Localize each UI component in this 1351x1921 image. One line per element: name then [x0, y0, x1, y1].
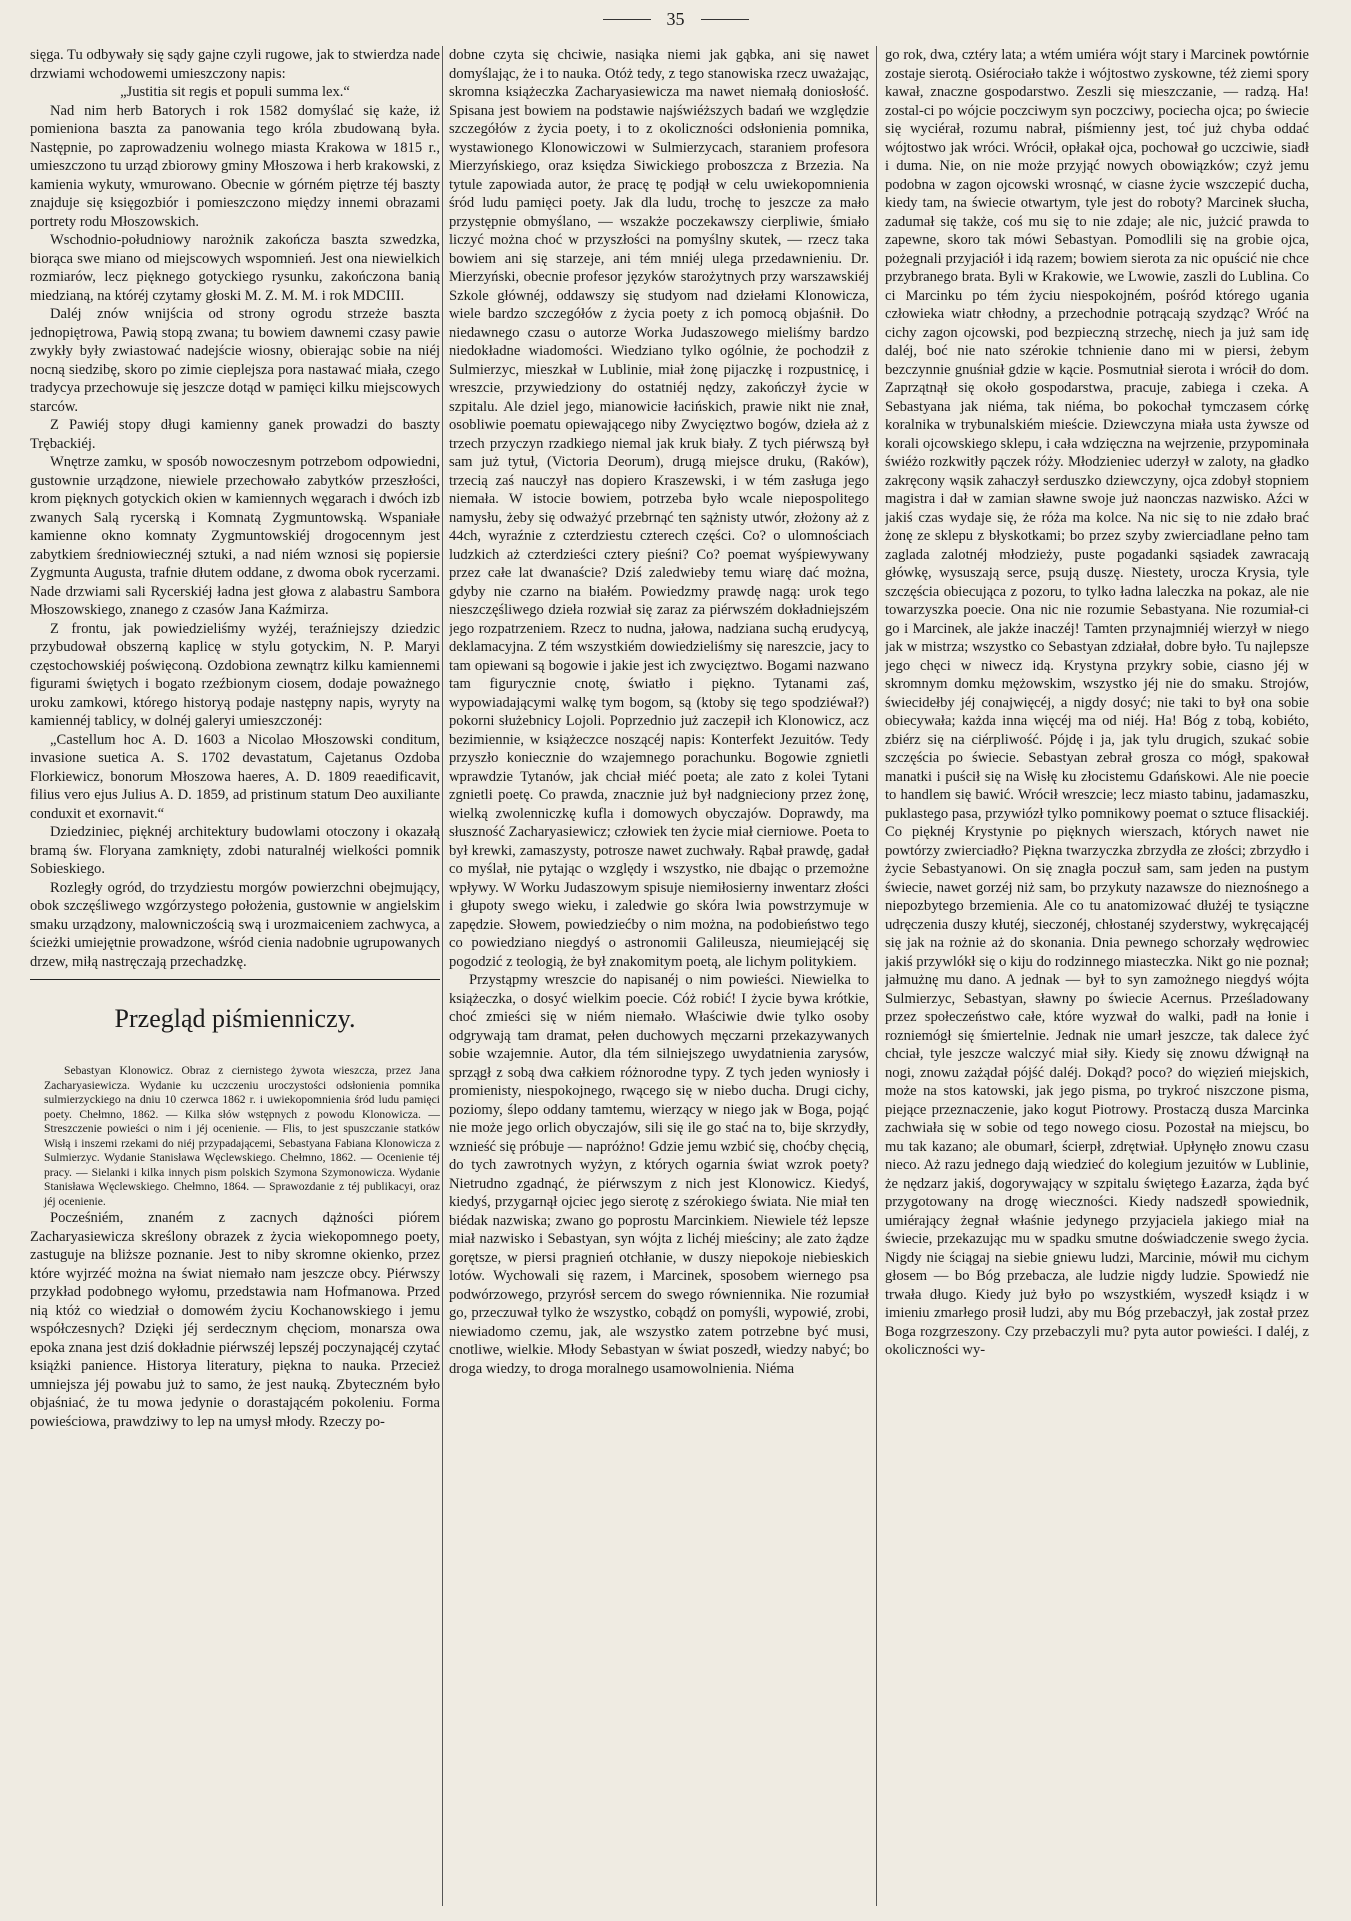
paragraph: Z Pawiéj stopy długi kamienny ganek prowadzi do baszty Trębackiéj. [30, 417, 440, 452]
paragraph: Dziedziniec, pięknéj architektury budowlami otoczony i okazałą bramą św. Floryana zamknięty, zdobi naturalnéj wielkości pomnik Sobieskiego. [30, 824, 440, 877]
column-1 [30, 46, 440, 1906]
latin-inscription: „Castellum hoc A. D. 1603 a Nicolao Młoszowski conditum, invasione suetica A. S. 1702 devastatum, Cajetanus Ozdoba Florkiewicz, bonorum Młoszowa haeres, A. D. 1809 reaedificavit, filius vero ejus Julius A. D. 1859, ad pristinum statum Deo auxiliante conduxit et exornavit.“ [30, 731, 440, 822]
paragraph: Przystąpmy wreszcie do napisanéj o nim powieści. Niewielka to książeczka, o dosyć wielkim poecie. Cóż robić! I życie bywa krótkie, choć zmieści się w niém niemało. Właściwie dwie tylko osoby odgrywają tam dramat, pełen duchowych męczarni przekazywanych sobie wzajemnie. Autor, dla tém silniejszego uwydatnienia zarysów, sprzągł z sobą dwa całkiem różnorodne typy. Z tych jeden wyniosły i promienisty, niespokojnego, rwącego się w niebo ducha. Drugi cichy, poziomy, ślepo oddany tamtemu, wierzący w niego jak w Boga, pojąć nie może jego orlich obyczajów, sili się ile go stać na to, bije skrzydły, wznieść się próbuje — napróżno! Gdzie jemu wzbić się, choćby chęcią, do tych zawrotnych wyżyn, z których ogarnia świat wzrok poety? Nietrudno zgadnąć, że piérwszym z nich jest Klonowicz. Kiedyś, kiedyś, przygarnął ojciec jego sierotę z szérokiego świata. Nie miał ten biédak nazwiska; zwano go poprostu Marcinkiem. Niewiele téż lepsze miał nazwisko i Sebastyan, syn wójta z lichéj mieściny; ale zato żądze gorętsze, w piersi pragnień otchłanie, w duszy niepokoje niebieskich lotów. Wychowali się razem, i Marcinek, sposobem wiernego psa podwórzowego, przyrósł sercem do swego równiennika. Nie rozumiał go, przeczuwał tylko że wszystko, cobądź on pomyśli, wypowié, zrobi, niewiadomo czemu, jak, ale wszystko zatem potrzebne być musi, cnotliwe, wielkie. Młody Sebastyan w świat poszedł, wiedzy nabyć; bo droga wiedzy, to droga moralnego usamowolnienia. Niéma [449, 972, 869, 1377]
paragraph: Nad nim herb Batorych i rok 1582 domyślać się każe, iż pomieniona baszta za panowania tego króla zbudowaną była. Następnie, po zaprowadzeniu wolnego miasta Krakowa w 1815 r., umieszczono tu urząd zbiorowy gminy Młoszowa i herb krakowski, z kamienia wykuty, wmurowano. Obecnie w górném piętrze téj baszty znajduje się księgozbiór i pomieszczono między innemi obrazami portrety rodu Młoszowskich. [30, 102, 440, 230]
paragraph: Daléj znów wnijścia od strony ogrodu strzeże baszta jednopiętrowa, Pawią stopą zwana; tu bowiem dawnemi czasy pawie zwykły były zwiastować nadejście wiosny, obierając sobie na niéj nocną siedzibę, skoro po zimie cieplejsza pora nastawać miała, czego tradycya przechowuje się jeszcze dotąd w pamięci kilku miejscowych starców. [30, 306, 440, 415]
page-number: 35 [666, 8, 685, 29]
section-title: Przegląd piśmienniczy. [114, 1004, 356, 1033]
paragraph: Wschodnio-południowy narożnik zakończa baszta szwedzka, biorąca swe miano od miejscowych wspomnień. Jest ona niewielkich rozmiarów, lecz pięknego gotyckiego rysunku, zakończona banią miedzianą, na któréj czytamy głoski M. Z. M. M. i rok MDCIII. [30, 232, 440, 304]
paragraph: go rok, dwa, cztéry lata; a wtém umiéra wójt stary i Marcinek powtórnie zostaje sierotą. Osiérociało także i wójtostwo zyskowne, téż ziemi spory kawał, znaczne gospodarstwo. Zeszli się mieszczanie, — radzą. Ha! zostal-ci po wójcie poczciwym syn poczciwy, pociecha ojca; po świecie się wyciérał, rozumu nabrał, piśmienny jest, toć już chyba oddać wójtostwo jak wróci. Wrócił, opłakał ojca, pochował go uczciwie, siadł i duma. Nie, on nie może przyjąć nowych obowiązków; czyż jemu podobna w zagon ojcowski wrosnąć, w ciasne życie wszczepić ducha, kiedy tam, na świecie otwartym, tyle jest do roboty? Marcinek słucha, zadumał się także, coś mu się to nie zdaje; ale nic, jużcić prawda to zapewne, skoro tak mówi Sebastyan. Pomodlili się na grobie ojca, pożegnali przyjaciół i idą razem; bowiem sierota za nic opuścić nie chce przybranego brata. Byli w Krakowie, we Lwowie, zaszli do Lublina. Co ci Marcinku po tém życiu niespokojném, pośród którego ugania człowieka wiatr chłodny, a przechodnie potrącają szydząc? Wróć na cichy zagon ojcowski, pod bezpieczną strzechę, niech ja już sam idę daléj, boć nie nato szérokie tchnienie dano mi w piersi, żebym bezczynnie gnuśniał gdzie w kącie. Posmutniał sierota i wrócił do dom. Zaprzątnął się około gospodarstwa, pracuje, zabiega i czeka. A Sebastyana jak niéma, tak niéma, bo pokochał tymczasem córkę koralnika w trybunalskiém mieście. Dziewczyna miała usta żywsze od korali ojcowskiego sklepu, i cała wdzięczna na wejrzenie, przypominała świéżo rozkwitły pączek róży. Młodzieniec uderzył w zaloty, na gładko zakręcony wąsik zahaczył serduszko dziewczyny, ojca zdobył stopniem magistra i dał w zamian sławne swoje już naonczas nazwisko. Aźci w jakiś czas wydaje się, że róża ma kolce. Na nic się to nie zdało brać żonę ze sklepu z błyskotkami; bo przez szyby zwierciadlane pełno tam zaglada zalotnéj młodzieży, puste pogadanki sąsiadek zawracają główkę, wysuszają serce, psują duszę. Niestety, urocza Krysia, tyle szczęścia obiecująca z pozoru, to tylko ładna laleczka na pokaz, ale nie towarzyszka poecie. Ona nic nie rozumie Sebastyana. Nie rozumiał-ci go i Marcinek, ale jakże inaczéj! Tamten przynajmniéj wierzył w niego jak w mistrza; wszystko co Sebastyan zdziałał, dobre było. Tu najlepsze jego chęci w niwecz idą. Krystyna przykry sobie, ciasno jéj w skromnym domku mężowskim, wszystko jéj nie do smaku. Strojów, świecidełby jéj conajwięcéj, a nigdy dosyć; nie taki to był ona sobie obiecywała; każda inna więcéj ma od niéj. Ha! Bóg z tobą, kobiéto, zbiérz się na ciérpliwość. Pójdę i ja, jak tylu drugich, szukać sobie szczęścia po świecie. Sebastyan zebrał grosza co mógł, spakował manatki i puścił się na Wisłę ku złocistemu Gdańskowi. Ale nie poecie to handlem się bawić. Wrócił wreszcie; lecz miasto tabinu, jadamaszku, puklastego pasa, przywiózł tylko pomnikowy poemat o sztuce flisackiéj. Co pięknéj Krystynie po pięknych wierszach, których nawet nie powtórzy zwierciadło? Piękna twarzyczka zbrzydła ze złości; zbrzydło i życie Sebastyanowi. On się znagła poczuł sam, sam jeden na pustym świecie, nawet gorzéj niż sam, bo przykuty nazawsze do nieznośnego a niepozbytego brzemienia. Ale co tu anatomizować dłużéj te tysiączne udręczenia duszy kłutéj, sieczonéj, chłostanéj szyderstwy, wykręcającéj się jak na rożnie aż do skonania. Dnia pewnego schorzały wędrowiec jakiś przywlókł się o kiju do rodzinnego miasteczka. Nikt go nie poznał; jałmużnę mu dano. A jednak — był to syn zamożnego niegdyś wójta Sulmierzyc, Sebastyan, sławny po świecie Acernus. Prześladowany przez społeczeństwo całe, które wyzwał do walki, padł na łonie i rozniemógł się śmiertelnie. Jednak nie umarł jeszcze, tak dalece żyć chciał, tyle jeszcze walczyć miał siły. Kiedy się znowu dźwignął na nogi, znowu zażądał pójść daléj. Dokąd? poco? do więzień miejskich, może na stos katowski, jak jego pisma, po trykroć niszczone pisma, piejące przeznaczenie, jako kogut Piotrowy. Prostaczą dusza Marcinka zachwiała się w sobie od tego nowego ciosu. Pozostał na miejscu, bo mu tak kazano; ale obumarł, ścierpł, zdrętwiał. Upłynęło znowu czasu nieco. Aż razu jednego dają wiedzieć do kolegium jezuitów w Lublinie, że nędzarz jakiś, dogorywający w szpitalu świętego Łazarza, żąda być przygotowany na drogę wieczności. Kiedy nadszedł spowiednik, umiérający żegnał właśnie jedynego przyjaciela jakiego miał na świecie, przekazując mu w spadku smutne doświadczenie swego życia. Nigdy nie ściągaj na siebie gniewu ludzi, Marcinie, mówił mu cichym głosem — bo Bóg przebacza, ale ludzie nigdy ludzie. Spowiedź nie trwała długo. Kiedy już było po wszystkiém, wyszedł ksiądz i w imieniu zmarłego prosił ludzi, aby mu Bóg przebaczył, jak został przez Boga rozgrzeszony. Czy przebaczyli mu? pyta autor powieści. I daléj, z okoliczności wy- [885, 47, 1309, 1358]
column-divider [876, 46, 877, 1906]
column-2 [449, 46, 869, 1906]
paragraph: sięga. Tu odbywały się sądy gajne czyli rugowe, jak to stwierdza nade drzwiami wchodowemi umieszczony napis: [30, 47, 440, 82]
paragraph: Z frontu, jak powiedzieliśmy wyżéj, teraźniejszy dziedzic przybudował obszerną kaplicę w stylu gotyckim, N. P. Maryi częstochowskiéj poświęconą. Ozdobiona zewnątrz kilku kamiennemi figurami świętych i bogato rzeźbionym ciosem, dodaje poważnego uroku zamkowi, którego historyą podaje następny napis, wyryty na kamiennéj tablicy, w dolnéj galeryi umieszczonéj: [30, 620, 440, 729]
header-rule-right [701, 19, 749, 20]
quote-inscription: „Justitia sit regis et populi summa lex.“ [120, 84, 350, 100]
review-paragraph: Pocześniém, znaném z zacnych dążności piórem Zacharyasiewicza skreślony obrazek z życia wiekopomnego poety, zastuguje na bliższe poznanie. Jest to niby skromne okienko, przez które wyjrzéć można na świat niemało nam jeszcze obcy. Piérwszy przykład podobnego wyłomu, przedstawia nam Hofmanowa. Przed nią któż co wiedział o domowém życiu Kochanowskiego i jemu współczesnych? Dzięki jéj serdecznym chęciom, monarsza owa epoka znana jest dziś dokładnie piérwszéj lepszéj poczynającéj czytać książki panience. Historya literatury, piękna to nauka. Przecież umniejsza jéj powabu już to samo, że jest nauką. Zbyteczném było objaśniać, że tu mowa jedynie o dorastającém pokoleniu. Forma powieściowa, prawdziwy to lep na umysł młody. Rzeczy po- [30, 1210, 440, 1430]
bibliography-entry: Sebastyan Klonowicz. Obraz z ciernistego żywota wieszcza, przez Jana Zacharyasiewicza. Wydanie ku uczczeniu uroczystości odsłonienia pomnika sulmierzyckiego na dniu 10 czerwca 1862 r. i uwiekopomnienia śród ludu pamięci poety. Chełmno, 1862. — Kilka słów wstępnych z powodu Klonowicza. — Streszczenie powieści o nim i jéj ocenienie. — Flis, to jest spuszczanie statków Wisłą i inszemi rzekami do niéj przypadającemi, Sebastyana Fabiana Klonowicza z Sulmierzyc. Wydanie Stanisława Węclewskiego. Chełmno, 1862. — Ocenienie téj pracy. — Sielanki i kilka innych pism polskich Szymona Szymonowicza. Wydanie Stanisława Węclewskiego. Chełmno, 1864. — Sprawozdanie z téj publikacyi, oraz jéj ocenienie. [44, 1064, 440, 1208]
column-3 [885, 46, 1309, 1906]
page-header [0, 4, 1351, 34]
section-divider [30, 979, 440, 980]
header-rule-left [603, 19, 651, 20]
paragraph: Wnętrze zamku, w sposób nowoczesnym potrzebom odpowiedni, gustownie urządzone, niewiele przechowało zabytków przeszłości, krom pięknych gotyckich okien w kamiennych węgarach i dwóch izb zwanych Salą rycerską i Komnatą Zygmuntowską. Wspaniałe kamienne okno komnaty Zygmuntowskiéj drogocennym jest zabytkiem średniowiecznéj sztuki, a nad niém wznosi się popiersie Zygmunta Augusta, trafnie dłutem oddane, z dwoma obok rycerzami. Nade drzwiami sali Rycerskiéj ładna jest głowa z alabastru Sambora Młoszowskiego, znanego z czasów Jana Kaźmirza. [30, 454, 440, 618]
paragraph: dobne czyta się chciwie, nasiąka niemi jak gąbka, ani się nawet domyślając, że i to nauka. Otóż tedy, z tego stanowiska rzecz uważając, skromna książeczka Zacharyasiewicza ma nawet niemałą doniosłość. Spisana jest bowiem na podstawie najświéższych badań we względzie szczegółów z życia poety, i to z okoliczności odsłonienia pomnika, wystawionego Klonowiczowi w Sulmierzycach, staraniem profesora Mierzyńskiego, oraz księdza Siwickiego proboszcza z Brzezia. Na tytule zapowiada autor, że pracę tę podjął w celu uwiekopomnienia śród ludu pamięci poety. Jak dla ludu, trochę to jeszcze za mało przystępnie obmyślano, — wszakże poczekawszy cierpliwie, śmiało liczyć można choć w przyszłości na pomyślny skutek, — rzecz taka bowiem ani się starzeje, ani tém mniéj ulega przedawnieniu. Dr. Mierzyński, obecnie profesor języków starożytnych przy warszawskiéj Szkole głównéj, oddawszy się studyom nad dziełami Klonowicza, wiele bardzo szczegółów z życia poety z ich pomocą objaśnił. Do niedawnego czasu o autorze Worka Judaszowego mieliśmy bardzo niedokładne wiadomości. Wiedziano tylko ogólnie, że pochodził z Sulmierzyc, mieszkał w Lublinie, miał żonę pijaczkę i rozpustnicę, i wreszcie, przywiedziony do ostatniéj nędzy, zakończył życie w szpitalu. Ale dziel jego, mianowicie łacińskich, prawie nikt nie znał, osobliwie poematu opiewającego niby Zwycięztwo bogów, dzieła aż z trzech przyczyn rzadkiego niemal jak kruk biały. Z tych piérwszą był sam już tytuł, (Victoria Deorum), drugą miejsce druku, (Raków), trzecią zaś nauczył nas dopiero Kraszewski, i w tém zasługa jego niemała. W istocie bowiem, potrzeba było wcale niepospolitego namysłu, żeby się odważyć przebrnąć ten sążnisty utwór, złożony aż z 44ch, wyraźnie z czterdziestu czterech części. Co? o ulomnościach ludzkich aż czterdzieści cztery pieśni? Co? poemat wyśpiewywany przez całe lat dwanaście? Dziś zaledwieby temu wiarę dać można, gdyby nie czarno na białém. Powiedzmy prawdę nagą: urok tego nieszczęśliwego dzieła rozwiał się zaraz za piérwszém dokładniejszém jego rozpatrzeniem. Rzecz to nudna, jałowa, nadziana suchą erudycyą, deklamacyjna. Z tém wszystkiém dowiedzieliśmy się nareszcie, jacy to tam opiewani są bogowie i jakie jest ich zwycięztwo. Bogami nazwano tam figurycznie cnotę, światło i piękno. Tytanami zaś, wypowiadającymi walkę tym bogom, są (ktoby się tego spodziéwał?) pokorni służebnicy Lojoli. Poprzednio już zaczepił ich Klonowicz, acz bezimiennie, w książeczce noszącéj napis: Konterfekt Jezuitów. Tedy przyszło koniecznie do wzajemnego porachunku. Bogowie zgnietli wprawdzie Tytanów, jak chciał miéć poeta; ale zato z kolei Tytani zgnietli poetę. Co prawda, znacznie już był nadgnieciony przez żonę, wielką zwolenniczkę kufla i domowych obyczajów. Doprawdy, ma słuszność Zacharyasiewicz; człowiek ten życie miał cierniowe. Poeta to był krewki, zamaszysty, potrosze nawet zuchwały. Rąbał prawdę, gadał co myślał, nie pytając o względy i wszystko, nie dbając o przemożne wpływy. W Worku Judaszowym spisuje niemiłosierny inwentarz złości i głupoty swego wieku, i zaledwie go skóra lwia powstrzymuje w zapędzie. Słowem, powiedziećby o nim można, na podobieństwo tego co powiedziano niegdyś o astronomii Galileusza, nieumiejącéj się pogodzić z teologią, że był znakomitym poetą, ale lichym politykiem. [449, 47, 869, 970]
paragraph: Rozległy ogród, do trzydziestu morgów powierzchni obejmujący, obok szczęśliwego wzgórzystego położenia, gustownie w angielskim smaku urządzony, malowniczością swą i urozmaiceniem zachwyca, a ścieżki umiejętnie prowadzone, wśród cienia nadobnie ugrupowanych drzew, miłą nastręczają przechadzkę. [30, 879, 440, 970]
column-divider [442, 46, 443, 1906]
